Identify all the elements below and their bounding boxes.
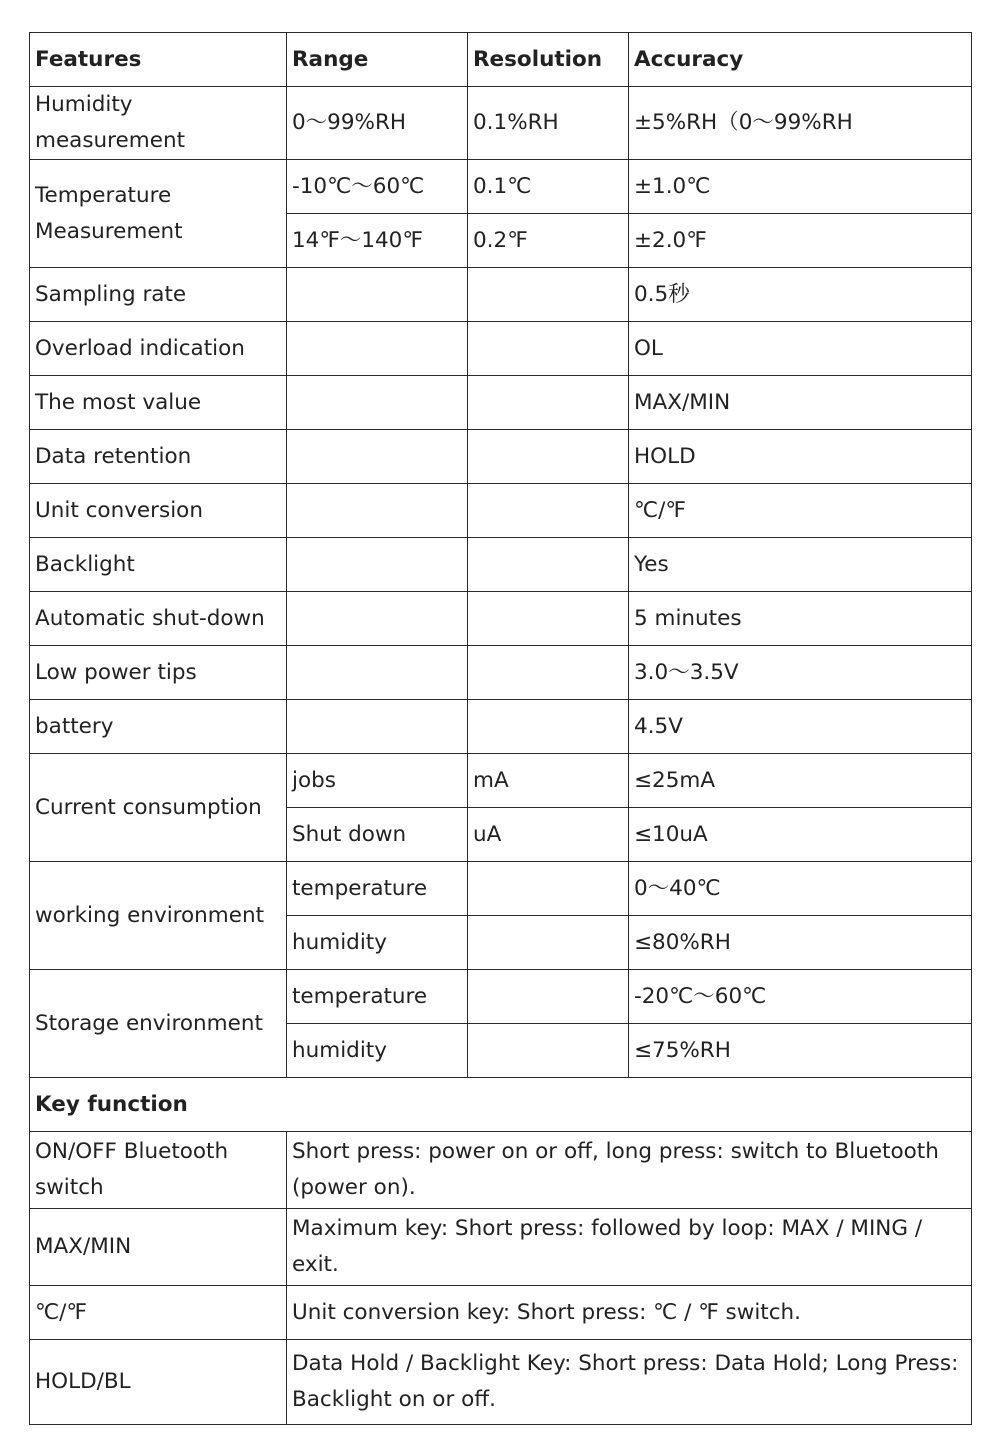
table-row-storage-temperature	[30, 970, 972, 1024]
accuracy-cell: 3.0～3.5V	[629, 646, 972, 700]
table-row-temperature-c	[30, 160, 972, 214]
feature-cell: Humidity measurement	[30, 87, 287, 160]
resolution-cell: mA	[468, 754, 629, 808]
feature-cell: working environment	[30, 862, 287, 970]
header-range: Range	[287, 33, 468, 87]
resolution-cell	[468, 484, 629, 538]
table-row-current-jobs	[30, 754, 972, 808]
range-cell: 0～99%RH	[287, 87, 468, 160]
accuracy-cell: ±1.0℃	[629, 160, 972, 214]
accuracy-cell: 0～40℃	[629, 862, 972, 916]
table-row-overload	[30, 322, 972, 376]
range-cell: 14℉～140℉	[287, 214, 468, 268]
header-row	[30, 33, 972, 87]
resolution-cell	[468, 322, 629, 376]
key-function-header-row	[30, 1078, 972, 1132]
range-cell: Shut down	[287, 808, 468, 862]
table-row-sampling	[30, 268, 972, 322]
feature-cell: Automatic shut-down	[30, 592, 287, 646]
accuracy-cell: MAX/MIN	[629, 376, 972, 430]
table-row-data-retention	[30, 430, 972, 484]
accuracy-cell: ±5%RH（0～99%RH	[629, 87, 972, 160]
table-row-backlight	[30, 538, 972, 592]
key-function-row	[30, 1340, 972, 1425]
range-cell	[287, 322, 468, 376]
range-cell: -10℃～60℃	[287, 160, 468, 214]
feature-cell: Unit conversion	[30, 484, 287, 538]
key-function-row	[30, 1286, 972, 1340]
key-function-title: Key function	[30, 1078, 972, 1132]
feature-cell: The most value	[30, 376, 287, 430]
key-function-row	[30, 1132, 972, 1209]
resolution-cell	[468, 862, 629, 916]
accuracy-cell: 4.5V	[629, 700, 972, 754]
resolution-cell	[468, 376, 629, 430]
key-desc-cell: Maximum key: Short press: followed by loop: MAX / MING / exit.	[287, 1209, 972, 1286]
table-row-working-temperature	[30, 862, 972, 916]
key-desc-cell: Short press: power on or off, long press: switch to Bluetooth (power on).	[287, 1132, 972, 1209]
accuracy-cell: 0.5秒	[629, 268, 972, 322]
range-cell: jobs	[287, 754, 468, 808]
resolution-cell	[468, 592, 629, 646]
resolution-cell: 0.1℃	[468, 160, 629, 214]
accuracy-cell: ±2.0℉	[629, 214, 972, 268]
accuracy-cell: ≤25mA	[629, 754, 972, 808]
key-name-cell: ON/OFF Bluetooth switch	[30, 1132, 287, 1209]
range-cell	[287, 592, 468, 646]
range-cell	[287, 700, 468, 754]
accuracy-cell: HOLD	[629, 430, 972, 484]
resolution-cell: 0.2℉	[468, 214, 629, 268]
table-row-most-value	[30, 376, 972, 430]
range-cell	[287, 484, 468, 538]
table-row-battery	[30, 700, 972, 754]
header-accuracy: Accuracy	[629, 33, 972, 87]
resolution-cell: uA	[468, 808, 629, 862]
range-cell	[287, 376, 468, 430]
accuracy-cell: Yes	[629, 538, 972, 592]
accuracy-cell: ℃/℉	[629, 484, 972, 538]
key-name-cell: ℃/℉	[30, 1286, 287, 1340]
resolution-cell: 0.1%RH	[468, 87, 629, 160]
range-cell	[287, 268, 468, 322]
key-name-cell: MAX/MIN	[30, 1209, 287, 1286]
range-cell: temperature	[287, 970, 468, 1024]
resolution-cell	[468, 1024, 629, 1078]
key-desc-cell: Unit conversion key: Short press: ℃ / ℉ switch.	[287, 1286, 972, 1340]
table-row-auto-shutdown	[30, 592, 972, 646]
accuracy-cell: OL	[629, 322, 972, 376]
spec-table	[29, 32, 972, 1425]
resolution-cell	[468, 430, 629, 484]
accuracy-cell: 5 minutes	[629, 592, 972, 646]
accuracy-cell: ≤75%RH	[629, 1024, 972, 1078]
range-cell	[287, 646, 468, 700]
resolution-cell	[468, 970, 629, 1024]
feature-cell: Storage environment	[30, 970, 287, 1078]
resolution-cell	[468, 538, 629, 592]
range-cell: humidity	[287, 916, 468, 970]
table-row-unit-conversion	[30, 484, 972, 538]
header-features: Features	[30, 33, 287, 87]
resolution-cell	[468, 916, 629, 970]
feature-cell: Current consumption	[30, 754, 287, 862]
resolution-cell	[468, 646, 629, 700]
feature-cell: battery	[30, 700, 287, 754]
resolution-cell	[468, 268, 629, 322]
range-cell: humidity	[287, 1024, 468, 1078]
feature-cell: Data retention	[30, 430, 287, 484]
range-cell	[287, 538, 468, 592]
key-name-cell: HOLD/BL	[30, 1340, 287, 1425]
key-function-row	[30, 1209, 972, 1286]
feature-cell: Backlight	[30, 538, 287, 592]
accuracy-cell: ≤10uA	[629, 808, 972, 862]
key-desc-cell: Data Hold / Backlight Key: Short press: Data Hold; Long Press: Backlight on or off.	[287, 1340, 972, 1425]
feature-cell: Sampling rate	[30, 268, 287, 322]
feature-cell: Overload indication	[30, 322, 287, 376]
accuracy-cell: -20℃～60℃	[629, 970, 972, 1024]
feature-cell: Low power tips	[30, 646, 287, 700]
accuracy-cell: ≤80%RH	[629, 916, 972, 970]
header-resolution: Resolution	[468, 33, 629, 87]
range-cell: temperature	[287, 862, 468, 916]
feature-cell: Temperature Measurement	[30, 160, 287, 268]
resolution-cell	[468, 700, 629, 754]
range-cell	[287, 430, 468, 484]
table-row-low-power	[30, 646, 972, 700]
table-row-humidity	[30, 87, 972, 160]
